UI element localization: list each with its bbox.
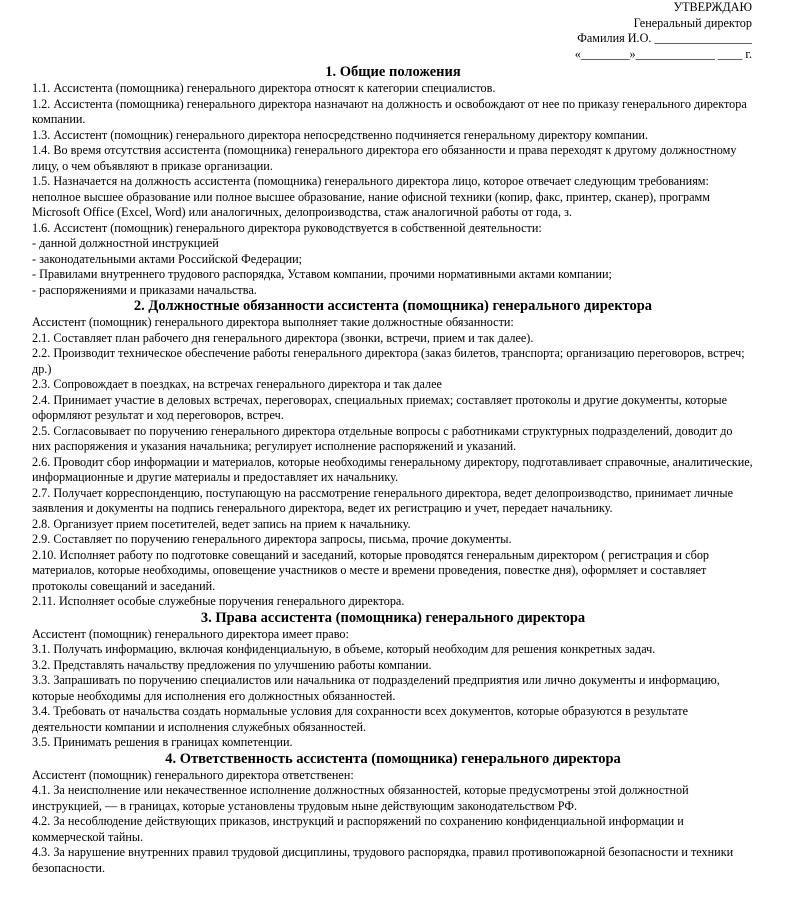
paragraph: 1.6. Ассистент (помощник) генерального директора руководствуется в собственной деятельности: — [32, 220, 542, 235]
paragraph: 4.2. За несоблюдение действующих приказов, инструкций и распоряжений по сохранению конфиденциальной информации и коммерческой тайны. — [32, 814, 684, 844]
paragraph: 1.2. Ассистента (помощника) генерального директора назначают на должность и освобождают от нее по приказу генерального директора компании. — [32, 96, 747, 126]
approval-date-line: «________»_____________ ____ г. — [574, 46, 752, 61]
approver-position: Генеральный директор — [633, 15, 752, 30]
approver-name-line: Фамилия И.О. ________________ — [577, 31, 752, 45]
section-1 — [32, 64, 754, 298]
paragraph: 2.10. Исполняет работу по подготовке совещаний и заседаний, которые проводятся генеральным директором ( регистрация и сбор материалов, которые необходимы, оповещение участников о месте и времени проведения, повестке дня), оформляет и составляет протоколы совещаний и заседаний. — [32, 547, 710, 593]
section-2 — [32, 298, 754, 610]
paragraph: - данной должностной инструкцией — [32, 236, 219, 250]
paragraph: 3.5. Принимать решения в границах компетенции. — [32, 735, 293, 749]
paragraph: 1.5. Назначается на должность ассистента (помощника) генерального директора лицо, которое отвечает следующим требованиям: неполное высшее образование или полное высшее образование, нание офисной техники (копир, факс, принтер, сканер), программ Microsoft Office (Excel, Word) или аналогичных, делопроизводства, стаж аналогичной работы от года, з. — [32, 174, 710, 219]
paragraph: 2.4. Принимает участие в деловых встречах, переговорах, специальных приемах; составляет протоколы и другие документы, которые оформляют результат и ход переговоров, встреч. — [32, 392, 728, 422]
paragraph: 2.9. Составляет по поручению генерального директора запросы, письма, прочие документы. — [32, 532, 512, 546]
paragraph: Ассистент (помощник) генерального директора ответственен: — [32, 767, 354, 782]
section-4 — [32, 751, 754, 877]
paragraph: 2.7. Получает корреспонденцию, поступающую на рассмотрение генерального директора, ведет делопроизводство, принимает личные заявления и документы на подпись генерального директора, ведет их регистрацию и учет, передает начальнику. — [32, 485, 733, 515]
paragraph: 2.11. Исполняет особые служебные поручения генерального директора. — [32, 594, 405, 608]
section-title: 1. Общие положения — [325, 64, 461, 80]
paragraph: - законодательными актами Российской Федерации; — [32, 251, 303, 266]
paragraph: 3.1. Получать информацию, включая конфиденциальную, в объеме, который необходим для решения конкретных задач. — [32, 642, 656, 656]
paragraph: 4.1. За неисполнение или некачественное исполнение должностных обязанностей, которые предусмотрены этой должностной инструкцией, — в границах, которые установлены трудовым ныне действующим законодательством РФ. — [32, 783, 689, 813]
approval-block — [575, 0, 752, 62]
document-body — [32, 64, 754, 876]
paragraph: 2.2. Производит техническое обеспечение работы генерального директора (заказ билетов, транспорта; организацию переговоров, встреч; др.) — [32, 346, 745, 376]
paragraph: 4.3. За нарушение внутренних правил трудовой дисциплины, трудового распорядка, правил противопожарной безопасности и техники безопасности. — [32, 845, 734, 875]
paragraph: - Правилами внутреннего трудового распорядка, Уставом компании, прочими нормативными актами компании; — [32, 267, 612, 281]
section-title: 4. Ответственность ассистента (помощника) генерального директора — [165, 750, 621, 767]
section-title: 2. Должностные обязанности ассистента (помощника) генерального директора — [133, 298, 653, 314]
section-3 — [32, 610, 754, 751]
paragraph: 2.8. Организует прием посетителей, ведет запись на прием к начальнику. — [32, 516, 411, 531]
paragraph: 3.3. Запрашивать по поручению специалистов или начальника от подразделений предприятия или лично документы и информацию, которые необходимы для исполнения его должностных обязанностей. — [32, 673, 720, 703]
paragraph: 1.1. Ассистента (помощника) генерального директора относят к категории специалистов. — [32, 81, 496, 95]
section-title: 3. Права ассистента (помощника) генерального директора — [200, 609, 586, 626]
paragraph: 2.1. Составляет план рабочего дня генерального директора (звонки, встречи, прием и так далее). — [32, 330, 534, 345]
paragraph: Ассистент (помощник) генерального директора имеет право: — [32, 626, 349, 641]
paragraph: 1.3. Ассистент (помощник) генерального директора непосредственно подчиняется генеральному директору компании. — [32, 127, 649, 142]
paragraph: 3.4. Требовать от начальства создать нормальные условия для сохранности всех документов, которые образуются в результате деятельности компании и исполнения служебных обязанностей. — [32, 704, 689, 734]
paragraph: Ассистент (помощник) генерального директора выполняет такие должностные обязанности: — [32, 315, 514, 329]
paragraph: 2.3. Сопровождает в поездках, на встречах генерального директора и так далее — [32, 377, 442, 391]
paragraph: - распоряжениями и приказами начальства. — [32, 282, 257, 297]
paragraph: 1.4. Во время отсутствия ассистента (помощника) генерального директора его обязанности и права переходят к другому должностному лицу, о чем объявляют в приказе организации. — [32, 143, 737, 173]
paragraph: 2.6. Проводит сбор информации и материалов, которые необходимы генеральному директору, подготавливает справочные, аналитические, информационные и другие материалы и предоставляет их начальнику. — [32, 454, 753, 484]
paragraph: 2.5. Согласовывает по поручению генерального директора отдельные вопросы с работниками структурных подразделений, доводит до них распоряжения и указания начальника; регулирует исполнение распоряжений и указаний. — [32, 423, 733, 453]
paragraph: 3.2. Представлять начальству предложения по улучшению работы компании. — [32, 657, 432, 672]
approve-label: УТВЕРЖДАЮ — [673, 0, 752, 14]
